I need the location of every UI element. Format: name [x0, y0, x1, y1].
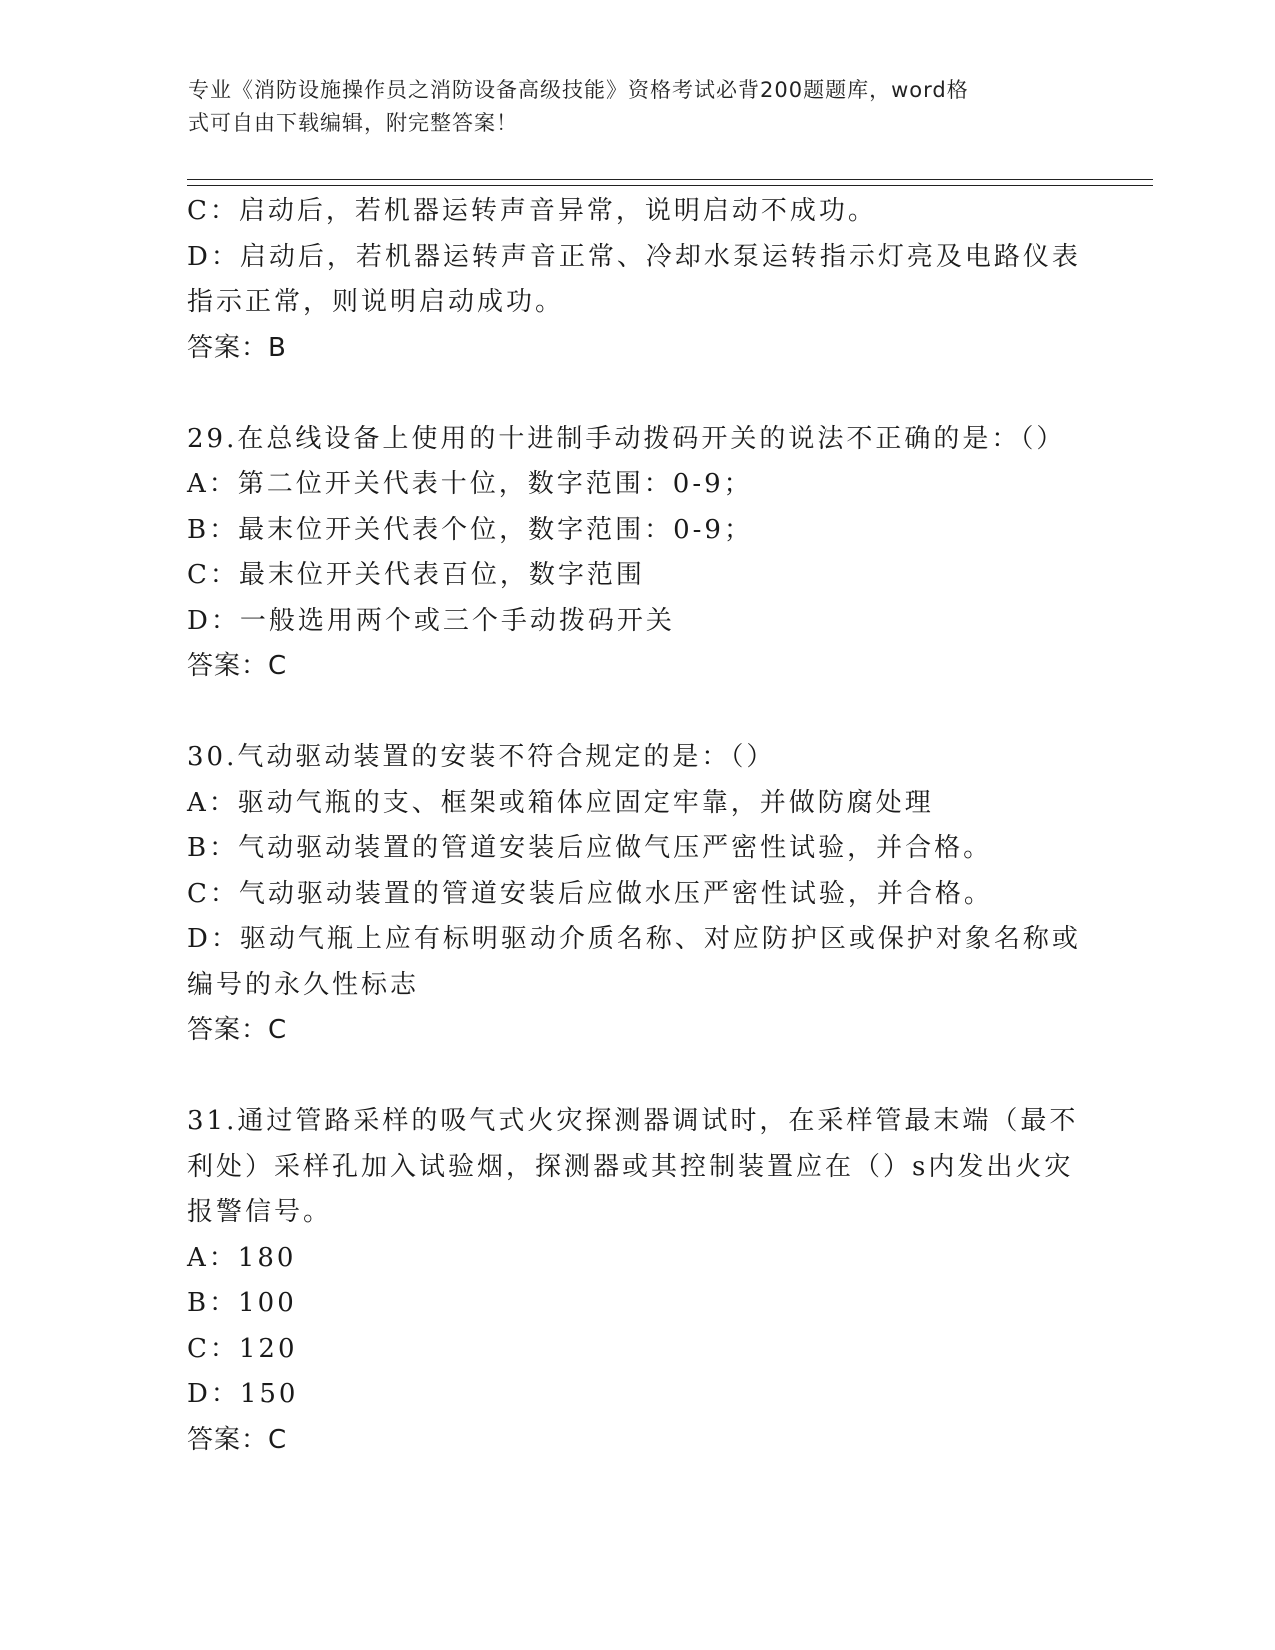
option-a: A：第二位开关代表十位，数字范围：0-9； — [187, 469, 753, 499]
header-line-1: 专业《消防设施操作员之消防设备高级技能》资格考试必背200题题库，word格 — [188, 78, 969, 102]
question-31 — [187, 1099, 1087, 1463]
option-b: B：最末位开关代表个位，数字范围：0-9； — [187, 514, 753, 545]
option-a: A：驱动气瓶的支、框架或箱体应固定牢靠，并做防腐处理 — [187, 787, 934, 818]
spacer — [187, 371, 1087, 417]
option-b: B：100 — [187, 1288, 297, 1318]
spacer — [187, 1054, 1087, 1100]
document-header — [188, 74, 1068, 140]
answer: 答案：C — [187, 1424, 288, 1455]
question-stem-continued: 报警信号。 — [187, 1197, 333, 1227]
answer: 答案：C — [187, 651, 288, 681]
option-d: D：驱动气瓶上应有标明驱动介质名称、对应防护区或保护对象名称或 — [187, 924, 1081, 954]
option-a: A：180 — [187, 1242, 297, 1273]
option-c: C：120 — [187, 1333, 298, 1364]
question-stem-continued: 利处）采样孔加入试验烟，探测器或其控制装置应在（）s内发出火灾 — [187, 1151, 1074, 1182]
option-d-continued: 指示正常，则说明启动成功。 — [187, 287, 565, 317]
header-divider-top — [187, 179, 1153, 180]
question-list — [187, 189, 1087, 1463]
option-d-continued: 编号的永久性标志 — [187, 969, 420, 1000]
header-line-2: 式可自由下载编辑，附完整答案！ — [188, 111, 518, 135]
option-c: C：启动后，若机器运转声音异常，说明启动不成功。 — [187, 196, 877, 226]
spacer — [187, 690, 1087, 736]
answer: 答案：B — [187, 332, 287, 363]
option-d: D：一般选用两个或三个手动拨码开关 — [187, 605, 675, 636]
option-c: C：最末位开关代表百位，数字范围 — [187, 560, 645, 590]
option-c: C：气动驱动装置的管道安装后应做水压严密性试验，并合格。 — [187, 878, 993, 909]
option-b: B：气动驱动装置的管道安装后应做气压严密性试验，并合格。 — [187, 833, 993, 863]
question-stem: 30.气动驱动装置的安装不符合规定的是：（） — [187, 742, 776, 772]
question-28-continued — [187, 189, 1087, 371]
question-stem: 29.在总线设备上使用的十进制手动拨码开关的说法不正确的是：（） — [187, 423, 1066, 454]
header-divider-bottom — [187, 185, 1153, 186]
option-d: D：150 — [187, 1379, 299, 1409]
question-29 — [187, 417, 1087, 690]
question-stem: 31.通过管路采样的吸气式火灾探测器调试时，在采样管最末端（最不 — [187, 1106, 1079, 1136]
answer: 答案：C — [187, 1015, 288, 1045]
option-d: D：启动后，若机器运转声音正常、冷却水泵运转指示灯亮及电路仪表 — [187, 241, 1081, 272]
question-30 — [187, 735, 1087, 1054]
